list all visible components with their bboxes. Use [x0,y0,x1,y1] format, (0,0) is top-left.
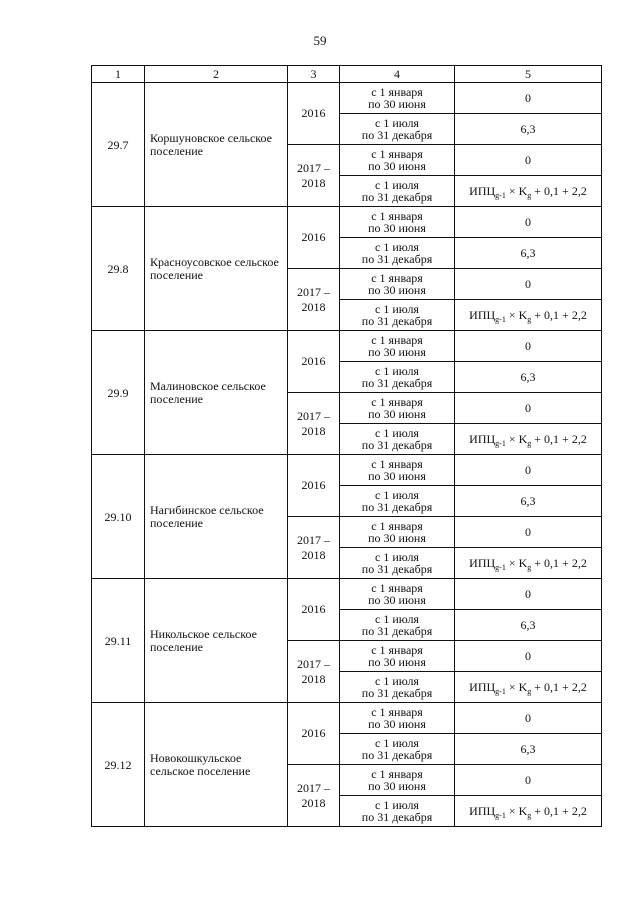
period-cell [340,610,455,641]
settlement-name: Новокошкульское сельское поселение [145,703,288,827]
period-cell [340,703,455,734]
formula-base: ИПЦ [469,556,496,570]
period-cell [340,672,455,703]
row-number: 29.10 [92,455,145,579]
period-line: с 1 июля [375,550,419,564]
formula-multiplier: × K [505,556,528,570]
value-cell: 6,3 [455,486,602,517]
period-cell [340,548,455,579]
period-line: по 31 декабря [361,500,433,514]
formula-tail: + 0,1 + 2,2 [531,432,587,446]
value-cell: 0 [455,207,602,238]
period-cell [340,331,455,362]
value-cell: 0 [455,765,602,796]
period-cell [340,207,455,238]
year-range-cell [288,517,340,579]
column-header: 3 [288,66,340,83]
period-cell [340,362,455,393]
formula-tail: + 0,1 + 2,2 [531,308,587,322]
table-row [92,455,602,486]
period-line: по 31 декабря [361,314,433,328]
period-line: по 31 декабря [361,624,433,638]
formula-subscript: g [527,563,532,572]
period-line: с 1 января [371,519,423,533]
period-line: по 30 июня [368,655,426,669]
year-range-start: 2017 – [297,780,330,795]
period-cell [340,300,455,331]
table-header-row [92,66,602,83]
year-range-start: 2017 – [297,532,330,547]
period-line: с 1 января [371,271,423,285]
year-range-end: 2018 [301,671,326,686]
period-line: по 30 июня [368,283,426,297]
period-cell [340,486,455,517]
period-line: с 1 января [371,705,423,719]
formula-cell [455,176,602,207]
period-line: с 1 января [371,643,423,657]
formula-multiplier: × K [505,308,528,322]
period-line: по 31 декабря [361,190,433,204]
column-header: 4 [340,66,455,83]
period-line: по 30 июня [368,531,426,545]
year-range-end: 2018 [301,299,326,314]
period-line: с 1 января [371,147,423,161]
page-number: 59 [313,33,327,48]
formula-subscript: g [527,811,532,820]
table-row [92,703,602,734]
period-line: с 1 июля [375,240,419,254]
period-line: по 30 июня [368,221,426,235]
value-cell: 6,3 [455,114,602,145]
formula-subscript: g [527,687,532,696]
year-range-end: 2018 [301,547,326,562]
settlement-name: Малиновское сельское поселение [145,331,288,455]
period-line: с 1 июля [375,736,419,750]
period-line: по 31 декабря [361,376,433,390]
year-cell: 2016 [288,331,340,393]
period-line: с 1 июля [375,364,419,378]
period-line: с 1 июля [375,612,419,626]
period-cell [340,238,455,269]
formula-multiplier: × K [505,184,528,198]
formula-tail: + 0,1 + 2,2 [531,184,587,198]
settlement-name: Нагибинское сельское поселение [145,455,288,579]
year-range-cell [288,393,340,455]
period-cell [340,145,455,176]
period-cell [340,517,455,548]
period-cell [340,176,455,207]
row-number: 29.12 [92,703,145,827]
period-line: по 30 июня [368,159,426,173]
period-line: с 1 января [371,457,423,471]
year-range-start: 2017 – [297,160,330,175]
period-cell [340,393,455,424]
year-range-end: 2018 [301,795,326,810]
row-number: 29.11 [92,579,145,703]
period-line: по 31 декабря [361,810,433,824]
formula-tail: + 0,1 + 2,2 [531,804,587,818]
value-cell: 6,3 [455,610,602,641]
formula-subscript: g [527,191,532,200]
formula-subscript: g-1 [495,687,506,696]
year-range-cell [288,269,340,331]
formula-base: ИПЦ [469,680,496,694]
table-row [92,207,602,238]
period-line: с 1 июля [375,116,419,130]
value-cell: 6,3 [455,362,602,393]
period-line: с 1 января [371,209,423,223]
row-number: 29.7 [92,83,145,207]
formula-subscript: g-1 [495,191,506,200]
period-cell [340,269,455,300]
year-range-start: 2017 – [297,408,330,423]
formula-base: ИПЦ [469,184,496,198]
value-cell: 0 [455,393,602,424]
period-line: по 30 июня [368,407,426,421]
period-line: по 31 декабря [361,562,433,576]
period-line: по 30 июня [368,345,426,359]
period-cell [340,734,455,765]
value-cell: 0 [455,145,602,176]
formula-subscript: g-1 [495,315,506,324]
value-cell: 0 [455,83,602,114]
year-cell: 2016 [288,83,340,145]
period-cell [340,796,455,827]
formula-cell [455,548,602,579]
year-cell: 2016 [288,579,340,641]
year-range-end: 2018 [301,423,326,438]
period-line: по 30 июня [368,779,426,793]
period-cell [340,424,455,455]
formula-subscript: g-1 [495,563,506,572]
period-line: с 1 января [371,767,423,781]
formula-tail: + 0,1 + 2,2 [531,556,587,570]
value-cell: 0 [455,269,602,300]
value-cell: 0 [455,579,602,610]
column-header: 5 [455,66,602,83]
formula-subscript: g-1 [495,811,506,820]
column-header: 2 [145,66,288,83]
year-range-start: 2017 – [297,656,330,671]
period-line: с 1 июля [375,488,419,502]
period-line: с 1 января [371,395,423,409]
formula-base: ИПЦ [469,308,496,322]
year-range-start: 2017 – [297,284,330,299]
year-range-end: 2018 [301,175,326,190]
period-line: по 30 июня [368,593,426,607]
period-line: по 30 июня [368,717,426,731]
year-range-cell [288,641,340,703]
row-number: 29.8 [92,207,145,331]
formula-cell [455,796,602,827]
value-cell: 0 [455,331,602,362]
formula-subscript: g [527,315,532,324]
settlement-name: Коршуновское сельское поселение [145,83,288,207]
year-range-cell [288,765,340,827]
table-row [92,83,602,114]
period-line: с 1 июля [375,798,419,812]
formula-multiplier: × K [505,432,528,446]
period-line: с 1 июля [375,426,419,440]
column-header: 1 [92,66,145,83]
period-line: с 1 июля [375,674,419,688]
row-number: 29.9 [92,331,145,455]
period-line: по 30 июня [368,469,426,483]
value-cell: 0 [455,703,602,734]
period-cell [340,765,455,796]
period-cell [340,455,455,486]
tariff-table [91,65,602,827]
period-line: по 30 июня [368,97,426,111]
period-cell [340,114,455,145]
formula-base: ИПЦ [469,432,496,446]
value-cell: 6,3 [455,238,602,269]
settlement-name: Красноусовское сельское поселение [145,207,288,331]
settlement-name: Никольское сельское поселение [145,579,288,703]
period-line: с 1 января [371,581,423,595]
formula-cell [455,672,602,703]
period-line: по 31 декабря [361,252,433,266]
period-cell [340,579,455,610]
year-range-cell [288,145,340,207]
period-line: по 31 декабря [361,438,433,452]
value-cell: 6,3 [455,734,602,765]
value-cell: 0 [455,517,602,548]
formula-multiplier: × K [505,680,528,694]
formula-base: ИПЦ [469,804,496,818]
period-line: с 1 января [371,333,423,347]
period-cell [340,83,455,114]
formula-cell [455,424,602,455]
year-cell: 2016 [288,455,340,517]
period-line: по 31 декабря [361,128,433,142]
year-cell: 2016 [288,207,340,269]
formula-multiplier: × K [505,804,528,818]
period-line: по 31 декабря [361,686,433,700]
formula-subscript: g-1 [495,439,506,448]
period-line: с 1 января [371,85,423,99]
formula-cell [455,300,602,331]
period-line: с 1 июля [375,302,419,316]
value-cell: 0 [455,641,602,672]
period-line: с 1 июля [375,178,419,192]
period-cell [340,641,455,672]
year-cell: 2016 [288,703,340,765]
table-row [92,331,602,362]
formula-tail: + 0,1 + 2,2 [531,680,587,694]
period-line: по 31 декабря [361,748,433,762]
table-row [92,579,602,610]
value-cell: 0 [455,455,602,486]
formula-subscript: g [527,439,532,448]
